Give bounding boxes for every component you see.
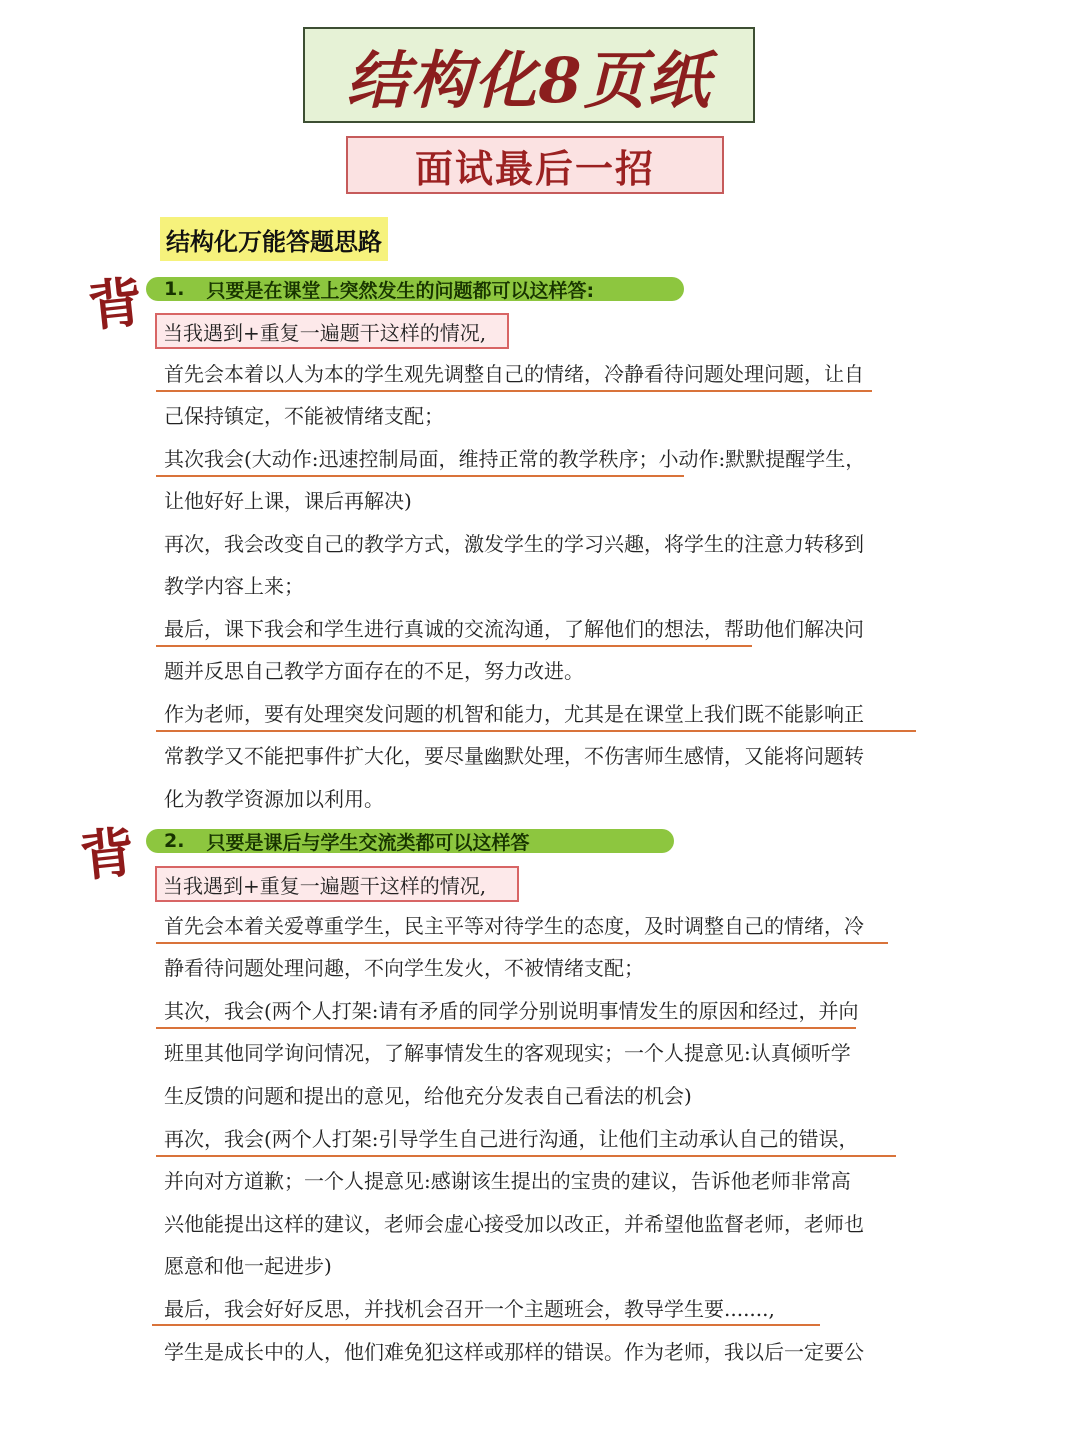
s1-line-2: 己保持镇定，不能被情绪支配； (164, 404, 444, 428)
s2-line-5: 生反馈的问题和提出的意见，给他充分发表自己看法的机会) (164, 1084, 692, 1108)
section-1-intro: 当我遇到+重复一遍题干这样的情况, (155, 313, 509, 349)
title-banner (303, 27, 755, 123)
underline (156, 390, 872, 392)
s2-line-1: 首先会本着关爱尊重学生，民主平等对待学生的态度，及时调整自己的情绪，冷 (164, 914, 864, 938)
s2-line-3: 其次，我会(两个人打架:请有矛盾的同学分别说明事情发生的原因和经过，并向 (164, 999, 859, 1023)
section-2-pill (146, 829, 674, 853)
underline (156, 730, 916, 732)
section-2-intro: 当我遇到+重复一遍题干这样的情况, (155, 866, 519, 902)
section-heading: 结构化万能答题思路 (160, 217, 388, 261)
s2-line-6: 再次，我会(两个人打架:引导学生自己进行沟通，让他们主动承认自己的错误， (164, 1127, 859, 1151)
section-2-number: 2. (164, 830, 185, 852)
margin-mark-2: 背 (77, 819, 138, 889)
s1-line-5: 再次，我会改变自己的教学方式，激发学生的学习兴趣，将学生的注意力转移到 (164, 532, 864, 556)
s1-line-4: 让他好好上课，课后再解决) (164, 489, 412, 513)
underline (152, 1324, 820, 1326)
underline (156, 645, 752, 647)
page-title: 结构化8页纸 (346, 43, 712, 117)
s1-line-8: 题并反思自己教学方面存在的不足，努力改进。 (164, 659, 584, 683)
underline (156, 1155, 896, 1157)
section-2-title: 只要是课后与学生交流类都可以这样答 (206, 831, 530, 854)
s1-line-10: 常教学又不能把事件扩大化，要尽量幽默处理，不伤害师生感情，又能将问题转 (164, 744, 864, 768)
page-subtitle: 面试最后一招 (414, 146, 655, 191)
s2-line-9: 愿意和他一起进步) (164, 1254, 332, 1278)
s2-line-11: 学生是成长中的人，他们难免犯这样或那样的错误。作为老师，我以后一定要公 (164, 1340, 864, 1364)
underline (156, 475, 684, 477)
s2-line-4: 班里其他同学询问情况，了解事情发生的客观现实；一个人提意见:认真倾听学 (164, 1041, 851, 1065)
s2-line-2: 静看待问题处理问趣，不向学生发火，不被情绪支配； (164, 956, 644, 980)
margin-mark-1: 背 (85, 269, 146, 339)
s2-line-7: 并向对方道歉；一个人提意见:感谢该生提出的宝贵的建议，告诉他老师非常高 (164, 1169, 851, 1193)
subtitle-banner (346, 136, 724, 194)
s2-line-8: 兴他能提出这样的建议，老师会虚心接受加以改正，并希望他监督老师，老师也 (164, 1212, 864, 1236)
underline (156, 942, 888, 944)
s2-line-10: 最后，我会好好反思，并找机会召开一个主题班会，教导学生要......., (164, 1297, 775, 1321)
section-1-pill (146, 277, 684, 301)
section-1-number: 1. (164, 278, 185, 300)
s1-line-1: 首先会本着以人为本的学生观先调整自己的情绪，冷静看待问题处理问题，让自 (164, 362, 864, 386)
s1-line-3: 其次我会(大动作:迅速控制局面，维持正常的教学秩序；小动作:默默提醒学生， (164, 447, 866, 471)
s1-line-7: 最后，课下我会和学生进行真诚的交流沟通，了解他们的想法，帮助他们解决问 (164, 617, 864, 641)
s1-line-11: 化为教学资源加以利用。 (164, 787, 384, 811)
underline (156, 1027, 856, 1029)
section-1-title: 只要是在课堂上突然发生的问题都可以这样答: (206, 279, 595, 302)
s1-line-6: 教学内容上来； (164, 574, 304, 598)
s1-line-9: 作为老师，要有处理突发问题的机智和能力，尤其是在课堂上我们既不能影响正 (164, 702, 864, 726)
